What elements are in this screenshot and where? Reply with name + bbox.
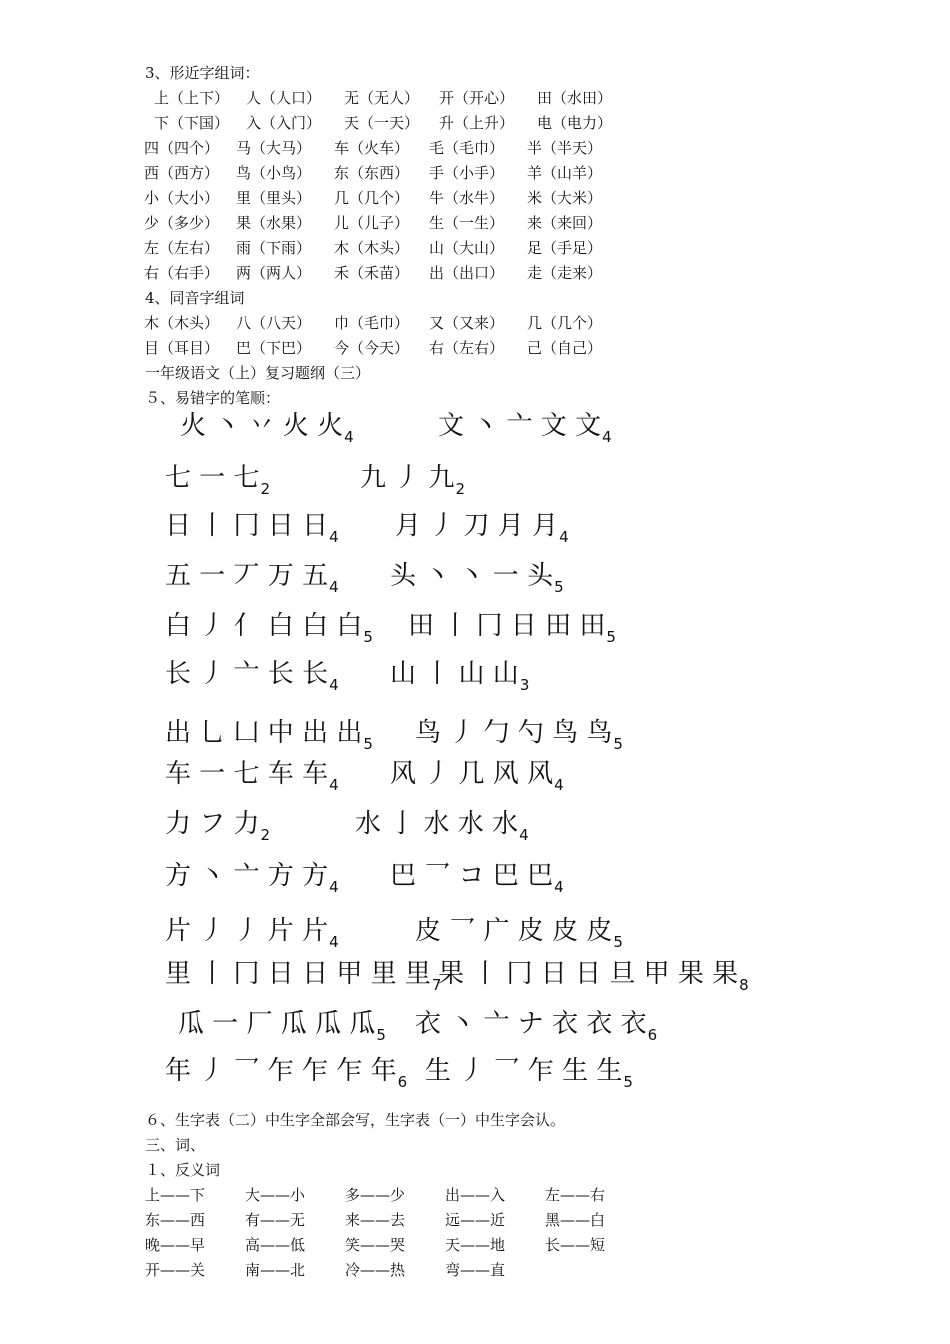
word-pair: 走（走来）	[527, 264, 603, 282]
antonym-pair: 有——无	[245, 1211, 306, 1229]
stroke-char: 山	[390, 659, 417, 689]
stroke-char: 白	[165, 611, 192, 641]
word-pair: 鸟（小鸟）	[236, 164, 312, 182]
stroke-sequence: 丶 亠 ナ 衣 衣 衣	[449, 1009, 647, 1039]
stroke-count: 2	[260, 826, 271, 844]
part-3-heading: 三、词、	[145, 1136, 206, 1154]
stroke-order-entry	[415, 717, 623, 752]
stroke-sequence: 丶 亠 文 文	[472, 411, 602, 441]
stroke-char: 水	[355, 809, 382, 839]
stroke-count: 6	[647, 1026, 658, 1044]
stroke-count: 7	[431, 976, 442, 994]
stroke-count: 4	[344, 428, 354, 446]
word-pair: 巴（下巴）	[236, 339, 312, 357]
stroke-order-entry	[180, 410, 354, 445]
antonym-pair: 笑——哭	[345, 1236, 406, 1254]
word-pair: 巾（毛巾）	[334, 314, 410, 332]
stroke-char: 日	[165, 511, 192, 541]
word-pair: 木（木头）	[334, 239, 410, 257]
stroke-count: 5	[363, 628, 373, 646]
outline-title: 一年级语文（上）复习题纲（三）	[145, 364, 371, 382]
word-pair: 里（里头）	[236, 189, 312, 207]
antonym-pair: 冷——热	[345, 1261, 406, 1279]
antonym-pair: 开——关	[145, 1261, 206, 1279]
word-pair: 车（火车）	[334, 139, 410, 157]
stroke-char: 风	[390, 759, 417, 789]
stroke-sequence: 丨 冂 日 田 田	[442, 611, 606, 641]
stroke-sequence: 一 厂 瓜 瓜 瓜	[212, 1009, 376, 1039]
antonym-pair: 多——少	[345, 1186, 406, 1204]
section-5-heading: ５、易错字的笔顺：	[145, 389, 281, 407]
stroke-order-entry	[390, 758, 564, 793]
antonym-pair: 东——西	[145, 1211, 206, 1229]
stroke-count: 4	[602, 428, 612, 446]
word-pair: 出（出口）	[429, 264, 505, 282]
word-pair: 东（东西）	[334, 164, 410, 182]
word-pair: 上（上下）	[154, 89, 230, 107]
antonym-pair: 上——下	[145, 1186, 206, 1204]
stroke-count: 5	[613, 933, 623, 951]
stroke-order-entry	[165, 717, 373, 752]
stroke-char: 瓜	[178, 1009, 205, 1039]
stroke-count: 4	[519, 826, 529, 844]
stroke-sequence: 丨 山 山	[424, 659, 519, 689]
stroke-sequence: 一 丆 万 五	[199, 561, 329, 591]
stroke-order-entry	[415, 915, 623, 950]
word-pair: 牛（水牛）	[429, 189, 505, 207]
stroke-sequence: 丿 丿 片 片	[199, 916, 329, 946]
word-pair: 手（小手）	[429, 164, 505, 182]
stroke-count: 4	[329, 528, 339, 546]
stroke-order-entry	[165, 860, 339, 895]
stroke-sequence: 丿 刀 月 月	[429, 511, 559, 541]
stroke-order-entry	[178, 1008, 386, 1043]
word-pair: 禾（禾苗）	[334, 264, 410, 282]
stroke-char: 皮	[415, 916, 442, 946]
stroke-order-entry	[165, 808, 270, 843]
word-pair: 开（开心）	[439, 89, 515, 107]
stroke-sequence: 乛 广 皮 皮 皮	[449, 916, 613, 946]
stroke-order-entry	[390, 860, 564, 895]
stroke-count: 4	[329, 878, 339, 896]
antonym-pair: 远——近	[445, 1211, 506, 1229]
stroke-char: 头	[390, 561, 417, 591]
stroke-count: 3	[519, 676, 530, 694]
stroke-sequence: フ 力	[199, 809, 260, 839]
stroke-count: 5	[363, 735, 373, 753]
antonym-pair: 大——小	[245, 1186, 306, 1204]
stroke-sequence: 丿 亠 长 长	[199, 659, 329, 689]
word-pair: 果（水果）	[236, 214, 312, 232]
stroke-order-entry	[165, 958, 441, 993]
section-6-text: ６、生字表（二）中生字全部会写，生字表（一）中生字会认。	[145, 1111, 566, 1129]
stroke-order-entry	[360, 462, 465, 497]
word-pair: 羊（山羊）	[527, 164, 603, 182]
stroke-count: 4	[329, 776, 339, 794]
stroke-sequence: 丶 丷 火 火	[214, 411, 344, 441]
stroke-count: 4	[559, 528, 569, 546]
stroke-order-entry	[165, 1055, 407, 1090]
word-pair: 升（上升）	[439, 114, 515, 132]
word-pair: 西（西方）	[144, 164, 220, 182]
stroke-char: 衣	[415, 1009, 442, 1039]
stroke-count: 2	[260, 480, 271, 498]
word-pair: 儿（儿子）	[334, 214, 410, 232]
word-pair: 几（几个）	[527, 314, 603, 332]
word-pair: 木（木头）	[144, 314, 220, 332]
stroke-sequence: 丨 冂 日 日	[199, 511, 329, 541]
word-pair: 少（多少）	[144, 214, 220, 232]
word-pair: 己（自己）	[527, 339, 603, 357]
stroke-sequence: 一 七	[199, 463, 260, 493]
stroke-char: 长	[165, 659, 192, 689]
stroke-count: 2	[455, 480, 466, 498]
stroke-order-entry	[395, 510, 569, 545]
stroke-order-entry	[165, 610, 373, 645]
stroke-char: 鸟	[415, 718, 442, 748]
stroke-order-entry	[165, 560, 339, 595]
stroke-order-entry	[425, 1055, 633, 1090]
word-pair: 雨（下雨）	[236, 239, 312, 257]
word-pair: 田（水田）	[537, 89, 613, 107]
antonym-pair: 长——短	[545, 1236, 606, 1254]
word-pair: 入（入门）	[246, 114, 322, 132]
stroke-char: 里	[165, 959, 192, 989]
antonym-pair: 出——入	[445, 1186, 506, 1204]
word-pair: 几（几个）	[334, 189, 410, 207]
section-4-heading: 4、同音字组词	[145, 289, 245, 307]
stroke-order-entry	[408, 610, 616, 645]
stroke-order-entry	[165, 510, 339, 545]
stroke-count: 4	[554, 776, 564, 794]
stroke-count: 4	[329, 933, 339, 951]
stroke-count: 5	[606, 628, 616, 646]
stroke-char: 月	[395, 511, 422, 541]
stroke-sequence: 丿 乛 乍 乍 乍 年	[199, 1056, 397, 1086]
word-pair: 又（又来）	[429, 314, 505, 332]
stroke-char: 出	[165, 718, 192, 748]
stroke-char: 七	[165, 463, 192, 493]
word-pair: 无（无人）	[344, 89, 420, 107]
word-pair: 米（大米）	[527, 189, 603, 207]
word-pair: 两（两人）	[236, 264, 312, 282]
stroke-order-entry	[165, 462, 270, 497]
word-pair: 人（人口）	[246, 89, 322, 107]
word-pair: 毛（毛巾）	[429, 139, 505, 157]
stroke-order-entry	[355, 808, 529, 843]
stroke-sequence: 丶 亠 方 方	[199, 861, 329, 891]
stroke-order-entry	[438, 958, 749, 993]
stroke-count: 5	[376, 1026, 386, 1044]
word-pair: 天（一天）	[344, 114, 420, 132]
stroke-sequence: 丿 几 风 风	[424, 759, 554, 789]
stroke-sequence: 亅 水 水 水	[389, 809, 519, 839]
stroke-sequence: 丿 乛 乍 生 生	[459, 1056, 623, 1086]
antonym-pair: 晚——早	[145, 1236, 206, 1254]
stroke-char: 田	[408, 611, 435, 641]
stroke-order-entry	[165, 658, 339, 693]
word-pair: 电（电力）	[537, 114, 613, 132]
stroke-order-entry	[390, 658, 529, 693]
word-pair: 右（右手）	[144, 264, 220, 282]
word-pair: 四（四个）	[144, 139, 220, 157]
word-pair: 右（左右）	[429, 339, 505, 357]
stroke-order-entry	[390, 560, 564, 595]
stroke-count: 4	[329, 676, 339, 694]
antonym-pair: 高——低	[245, 1236, 306, 1254]
word-pair: 目（耳目）	[144, 339, 220, 357]
stroke-count: 4	[554, 878, 564, 896]
stroke-sequence: 一 七 车 车	[199, 759, 329, 789]
word-pair: 来（来回）	[527, 214, 603, 232]
stroke-sequence: 乚 凵 中 出 出	[199, 718, 363, 748]
word-pair: 马（大马）	[236, 139, 312, 157]
stroke-char: 片	[165, 916, 192, 946]
stroke-count: 4	[329, 578, 339, 596]
stroke-char: 年	[165, 1056, 192, 1086]
stroke-char: 方	[165, 861, 192, 891]
stroke-order-entry	[415, 1008, 657, 1043]
antonyms-heading: １、反义词	[145, 1161, 221, 1179]
stroke-count: 6	[397, 1073, 408, 1091]
word-pair: 足（手足）	[527, 239, 603, 257]
stroke-char: 生	[425, 1056, 452, 1086]
stroke-count: 5	[623, 1073, 633, 1091]
word-pair: 半（半天）	[527, 139, 603, 157]
stroke-char: 火	[180, 411, 207, 441]
stroke-char: 五	[165, 561, 192, 591]
stroke-sequence: 丨 冂 日 日 甲 里 里	[199, 959, 431, 989]
stroke-char: 九	[360, 463, 387, 493]
stroke-order-entry	[165, 758, 339, 793]
antonym-pair: 左——右	[545, 1186, 606, 1204]
stroke-sequence: 丿 九	[394, 463, 455, 493]
word-pair: 下（下国）	[154, 114, 230, 132]
stroke-char: 车	[165, 759, 192, 789]
section-3-heading: 3、形近字组词：	[145, 64, 260, 82]
stroke-char: 巴	[390, 861, 417, 891]
stroke-order-entry	[438, 410, 612, 445]
word-pair: 生（一生）	[429, 214, 505, 232]
antonym-pair: 来——去	[345, 1211, 406, 1229]
stroke-sequence: 丶 丶 一 头	[424, 561, 554, 591]
stroke-char: 文	[438, 411, 465, 441]
antonym-pair: 天——地	[445, 1236, 506, 1254]
stroke-count: 5	[613, 735, 623, 753]
stroke-char: 果	[438, 959, 465, 989]
word-pair: 山（大山）	[429, 239, 505, 257]
stroke-char: 力	[165, 809, 192, 839]
word-pair: 八（八天）	[236, 314, 312, 332]
stroke-sequence: 丨 冂 日 日 旦 甲 果 果	[472, 959, 739, 989]
stroke-sequence: 丿 亻 白 白 白	[199, 611, 363, 641]
antonym-pair: 弯——直	[445, 1261, 506, 1279]
word-pair: 今（今天）	[334, 339, 410, 357]
stroke-sequence: 乛 コ 巴 巴	[424, 861, 554, 891]
word-pair: 小（大小）	[144, 189, 220, 207]
word-pair: 左（左右）	[144, 239, 220, 257]
antonym-pair: 黑——白	[545, 1211, 606, 1229]
stroke-count: 8	[739, 976, 749, 994]
stroke-count: 5	[554, 578, 564, 596]
stroke-order-entry	[165, 915, 339, 950]
stroke-sequence: 丿 勹 勺 鸟 鸟	[449, 718, 613, 748]
antonym-pair: 南——北	[245, 1261, 306, 1279]
